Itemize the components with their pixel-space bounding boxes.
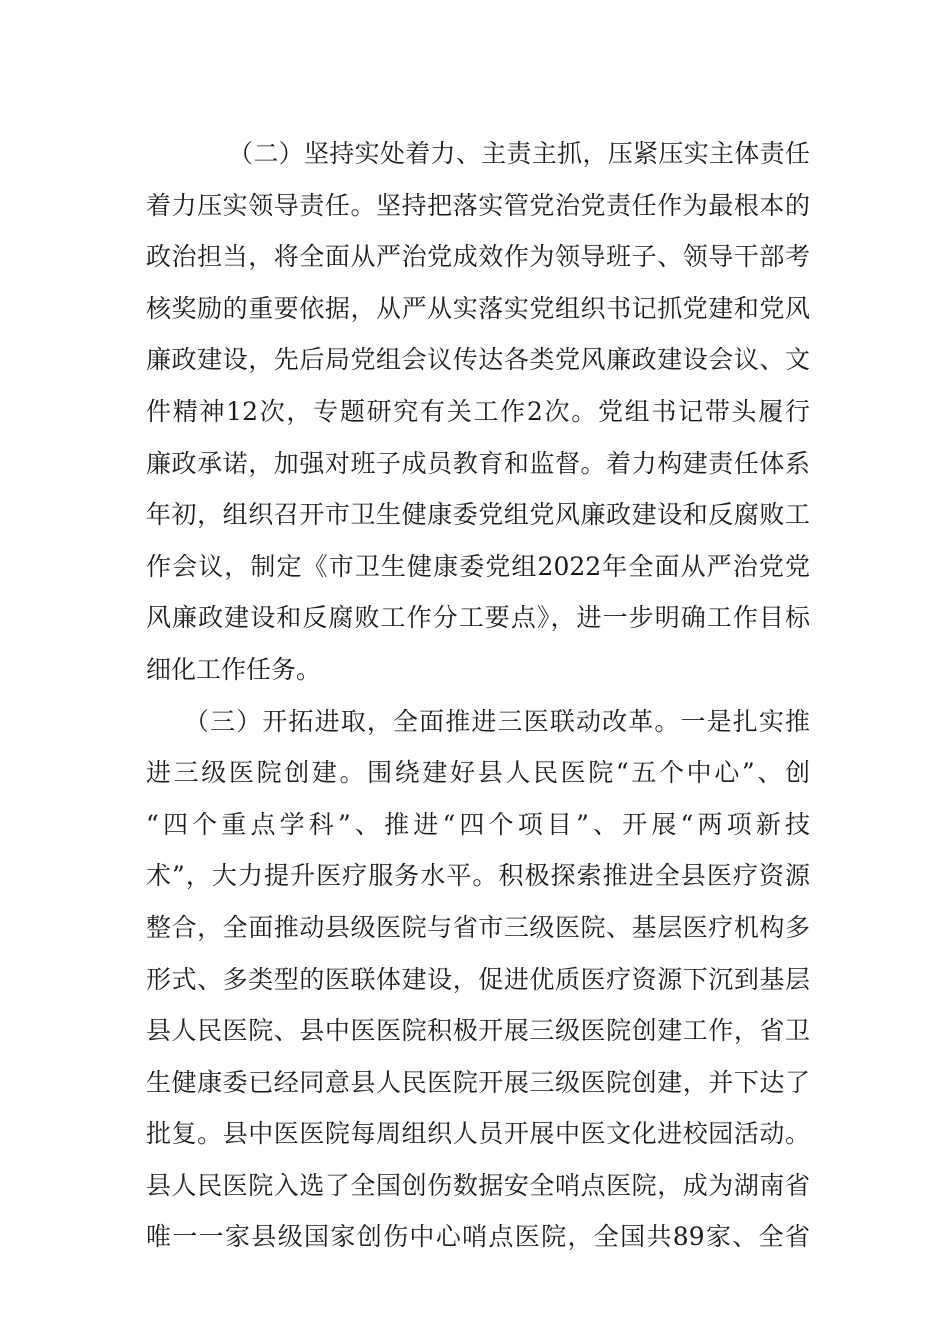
paragraph-line: 风廉政建设和反腐败工作分工要点》，进一步明确工作目标 <box>146 603 810 633</box>
paragraph-line: 政治担当，将全面从严治党成效作为领导班子、领导干部考 <box>146 242 810 272</box>
paragraph-line: 作会议，制定《市卫生健康委党组2022年全面从严治党党 <box>146 551 810 581</box>
paragraph-line: 生健康委已经同意县人民医院开展三级医院创建，并下达了 <box>146 1067 810 1097</box>
section-heading-3: （三）开拓进取，全面推进三医联动改革。一是扎实推 <box>184 706 810 736</box>
paragraph-line: 年初，组织召开市卫生健康委党组党风廉政建设和反腐败工 <box>146 500 810 530</box>
paragraph-line: “四个重点学科”、推进“四个项目”、开展“两项新技 <box>146 809 810 839</box>
paragraph-line: 术”，大力提升医疗服务水平。积极探索推进全县医疗资源 <box>146 861 810 891</box>
paragraph-line: 件精神12次，专题研究有关工作2次。党组书记带头履行 <box>146 396 810 426</box>
paragraph-line: 形式、多类型的医联体建设，促进优质医疗资源下沉到基层 <box>146 964 810 994</box>
paragraph-line: 县人民医院、县中医医院积极开展三级医院创建工作，省卫 <box>146 1016 810 1046</box>
paragraph-line: 县人民医院入选了全国创伤数据安全哨点医院，成为湖南省 <box>146 1170 810 1200</box>
paragraph-line: 细化工作任务。 <box>146 654 322 684</box>
paragraph-line: 唯一一家县级国家创伤中心哨点医院，全国共89家、全省 <box>146 1222 810 1252</box>
body-text <box>146 128 810 1263</box>
paragraph-line: 核奖励的重要依据，从严从实落实党组织书记抓党建和党风 <box>146 293 810 323</box>
paragraph-line: 廉政承诺，加强对班子成员教育和监督。着力构建责任体系 <box>146 448 810 478</box>
paragraph-line: 批复。县中医医院每周组织人员开展中医文化进校园活动。 <box>146 1119 810 1149</box>
paragraph-line: 整合，全面推动县级医院与省市三级医院、基层医疗机构多 <box>146 912 810 942</box>
paragraph-line: 廉政建设，先后局党组会议传达各类党风廉政建设会议、文 <box>146 345 810 375</box>
paragraph-line: 着力压实领导责任。坚持把落实管党治党责任作为最根本的 <box>146 190 810 220</box>
paragraph-line: 进三级医院创建。围绕建好县人民医院“五个中心”、创 <box>146 758 810 788</box>
section-heading-2: （二）坚持实处着力、主责主抓，压紧压实主体责任 <box>228 139 810 168</box>
